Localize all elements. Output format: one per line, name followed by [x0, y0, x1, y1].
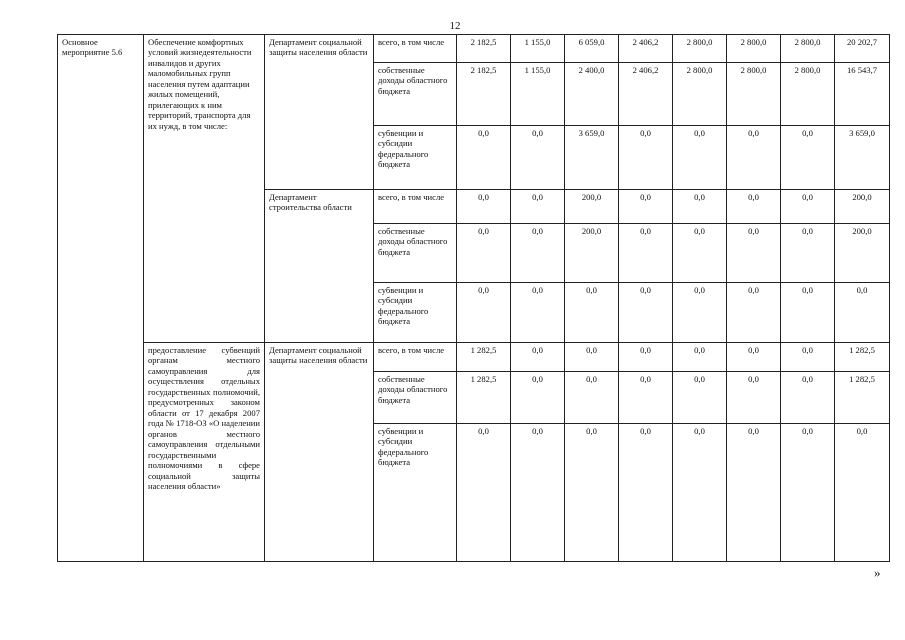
value-cell: 2 182,5	[457, 35, 511, 63]
total-cell: 1 282,5	[835, 343, 890, 372]
budget-table	[57, 34, 890, 562]
source-cell: собственные доходы областного бюджета	[374, 372, 457, 424]
value-cell: 0,0	[619, 424, 673, 562]
value-cell: 2 182,5	[457, 63, 511, 126]
value-cell: 0,0	[511, 372, 565, 424]
value-cell: 0,0	[673, 283, 727, 343]
value-cell: 0,0	[727, 224, 781, 283]
value-cell: 2 406,2	[619, 35, 673, 63]
value-cell: 200,0	[565, 190, 619, 224]
value-cell: 0,0	[619, 372, 673, 424]
value-cell: 0,0	[673, 372, 727, 424]
source-cell: субвенции и субсидии федерального бюджета	[374, 283, 457, 343]
executor-cell: Департамент социальной защиты населения области	[265, 35, 374, 190]
source-cell: собственные доходы областного бюджета	[374, 224, 457, 283]
value-cell: 0,0	[619, 126, 673, 190]
value-cell: 0,0	[565, 424, 619, 562]
value-cell: 0,0	[781, 190, 835, 224]
value-cell: 2 800,0	[727, 35, 781, 63]
value-cell: 0,0	[727, 190, 781, 224]
description-cell: предоставление субвенций органам местного самоуправления для осуществления отдельных государственных полномочий, предусмотренных законом области от 17 декабря 2007 года № 1718-ОЗ «О наделении органов местного самоуправления отдельными государственными полномочиями в сфере социальной защиты населения области»	[144, 343, 265, 562]
total-cell: 1 282,5	[835, 372, 890, 424]
value-cell: 0,0	[511, 283, 565, 343]
value-cell: 2 400,0	[565, 63, 619, 126]
value-cell: 2 800,0	[781, 63, 835, 126]
value-cell: 0,0	[511, 190, 565, 224]
total-cell: 200,0	[835, 224, 890, 283]
value-cell: 0,0	[619, 343, 673, 372]
value-cell: 0,0	[673, 190, 727, 224]
value-cell: 0,0	[781, 343, 835, 372]
value-cell: 0,0	[673, 126, 727, 190]
activity-cell: Основное мероприятие 5.6	[58, 35, 144, 562]
value-cell: 0,0	[457, 424, 511, 562]
value-cell: 0,0	[781, 372, 835, 424]
description-cell: Обеспечение комфортных условий жизнедеятельности инвалидов и других маломобильных групп населения путем адаптации жилых помещений, прилегающих к ним территорий, транспорта для их нужд, в том числе:	[144, 35, 265, 343]
executor-cell: Департамент социальной защиты населения области	[265, 343, 374, 562]
executor-cell: Департамент строительства области	[265, 190, 374, 343]
value-cell: 3 659,0	[565, 126, 619, 190]
value-cell: 0,0	[673, 424, 727, 562]
value-cell: 1 155,0	[511, 35, 565, 63]
value-cell: 6 059,0	[565, 35, 619, 63]
value-cell: 0,0	[619, 224, 673, 283]
value-cell: 200,0	[565, 224, 619, 283]
value-cell: 0,0	[511, 126, 565, 190]
value-cell: 2 800,0	[673, 35, 727, 63]
value-cell: 0,0	[673, 343, 727, 372]
source-cell: субвенции и субсидии федерального бюджета	[374, 424, 457, 562]
value-cell: 1 282,5	[457, 372, 511, 424]
value-cell: 0,0	[511, 224, 565, 283]
total-cell: 200,0	[835, 190, 890, 224]
value-cell: 0,0	[727, 126, 781, 190]
value-cell: 0,0	[727, 283, 781, 343]
value-cell: 0,0	[457, 283, 511, 343]
source-cell: субвенции и субсидии федерального бюджета	[374, 126, 457, 190]
value-cell: 1 155,0	[511, 63, 565, 126]
source-cell: всего, в том числе	[374, 35, 457, 63]
value-cell: 0,0	[457, 190, 511, 224]
total-cell: 3 659,0	[835, 126, 890, 190]
value-cell: 2 800,0	[727, 63, 781, 126]
total-cell: 0,0	[835, 283, 890, 343]
source-cell: всего, в том числе	[374, 343, 457, 372]
value-cell: 0,0	[457, 126, 511, 190]
value-cell: 0,0	[565, 343, 619, 372]
value-cell: 0,0	[727, 372, 781, 424]
value-cell: 0,0	[457, 224, 511, 283]
continuation-mark: »	[874, 565, 881, 580]
source-cell: собственные доходы областного бюджета	[374, 63, 457, 126]
value-cell: 0,0	[619, 283, 673, 343]
value-cell: 0,0	[781, 126, 835, 190]
value-cell: 1 282,5	[457, 343, 511, 372]
value-cell: 2 800,0	[673, 63, 727, 126]
value-cell: 0,0	[781, 224, 835, 283]
source-cell: всего, в том числе	[374, 190, 457, 224]
value-cell: 2 406,2	[619, 63, 673, 126]
page-number: 12	[449, 20, 461, 32]
value-cell: 0,0	[727, 343, 781, 372]
table-row	[58, 35, 890, 63]
table-row	[58, 343, 890, 372]
value-cell: 0,0	[565, 283, 619, 343]
value-cell: 0,0	[673, 224, 727, 283]
value-cell: 2 800,0	[781, 35, 835, 63]
value-cell: 0,0	[565, 372, 619, 424]
value-cell: 0,0	[781, 283, 835, 343]
value-cell: 0,0	[727, 424, 781, 562]
total-cell: 16 543,7	[835, 63, 890, 126]
value-cell: 0,0	[511, 424, 565, 562]
total-cell: 0,0	[835, 424, 890, 562]
value-cell: 0,0	[619, 190, 673, 224]
value-cell: 0,0	[511, 343, 565, 372]
total-cell: 20 202,7	[835, 35, 890, 63]
value-cell: 0,0	[781, 424, 835, 562]
